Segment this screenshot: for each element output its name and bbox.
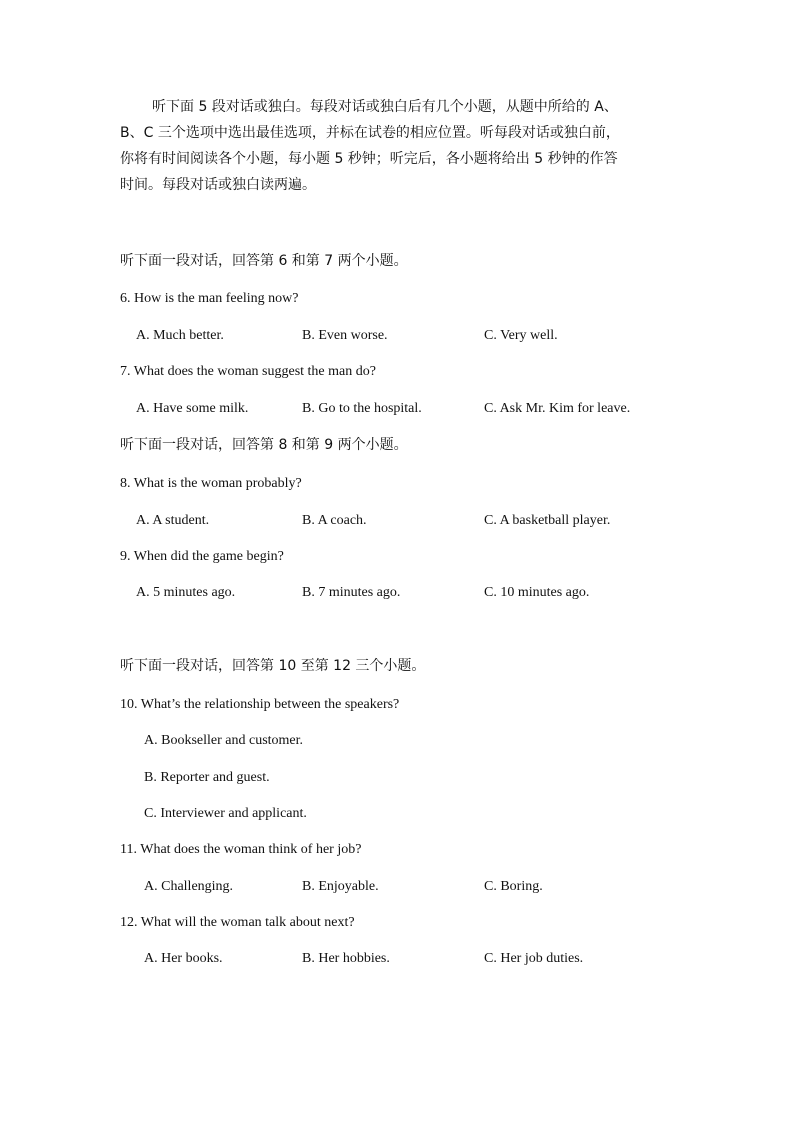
option-c[interactable]: C. Very well.: [484, 328, 558, 343]
option-c[interactable]: C. Boring.: [484, 879, 543, 894]
option-b[interactable]: B. Go to the hospital.: [302, 401, 422, 416]
option-c[interactable]: C. A basketball player.: [484, 513, 611, 528]
option-b[interactable]: B. A coach.: [302, 513, 367, 528]
instructions-line-2: B、C 三个选项中选出最佳选项，并标在试卷的相应位置。听每段对话或独白前，: [120, 125, 620, 141]
option-c[interactable]: C. Interviewer and applicant.: [144, 806, 307, 821]
option-a[interactable]: A. Bookseller and customer.: [144, 733, 304, 748]
question-text: 8. What is the woman probably?: [120, 476, 302, 491]
option-b[interactable]: B. Even worse.: [302, 328, 388, 343]
option-b[interactable]: B. Enjoyable.: [302, 879, 379, 894]
question-text: 6. How is the man feeling now?: [120, 291, 299, 306]
option-a[interactable]: A. Her books.: [144, 951, 223, 966]
section-heading: 听下面一段对话，回答第 10 至第 12 三个小题。: [120, 658, 426, 674]
question-text: 10. What’s the relationship between the speakers?: [120, 697, 400, 712]
option-a[interactable]: A. A student.: [136, 513, 210, 528]
instructions-line-1: 听下面 5 段对话或独白。每段对话或独白后有几个小题，从题中所给的 A、: [152, 99, 618, 115]
option-c[interactable]: C. Her job duties.: [484, 951, 584, 966]
question-text: 9. When did the game begin?: [120, 549, 284, 564]
option-b[interactable]: B. Reporter and guest.: [144, 770, 270, 785]
instructions-line-3: 你将有时间阅读各个小题，每小题 5 秒钟；听完后，各小题将给出 5 秒钟的作答: [120, 151, 618, 167]
option-c[interactable]: C. 10 minutes ago.: [484, 585, 590, 600]
option-a[interactable]: A. Much better.: [136, 328, 224, 343]
question-text: 11. What does the woman think of her job?: [120, 842, 362, 857]
section-heading: 听下面一段对话，回答第 6 和第 7 两个小题。: [120, 253, 408, 269]
option-a[interactable]: A. Challenging.: [144, 879, 234, 894]
question-text: 12. What will the woman talk about next?: [120, 915, 355, 930]
option-a[interactable]: A. 5 minutes ago.: [136, 585, 236, 600]
question-text: 7. What does the woman suggest the man do?: [120, 364, 376, 379]
option-a[interactable]: A. Have some milk.: [136, 401, 249, 416]
option-c[interactable]: C. Ask Mr. Kim for leave.: [484, 401, 631, 416]
option-b[interactable]: B. Her hobbies.: [302, 951, 390, 966]
option-b[interactable]: B. 7 minutes ago.: [302, 585, 401, 600]
section-heading: 听下面一段对话，回答第 8 和第 9 两个小题。: [120, 437, 408, 453]
instructions-line-4: 时间。每段对话或独白读两遍。: [120, 177, 316, 193]
